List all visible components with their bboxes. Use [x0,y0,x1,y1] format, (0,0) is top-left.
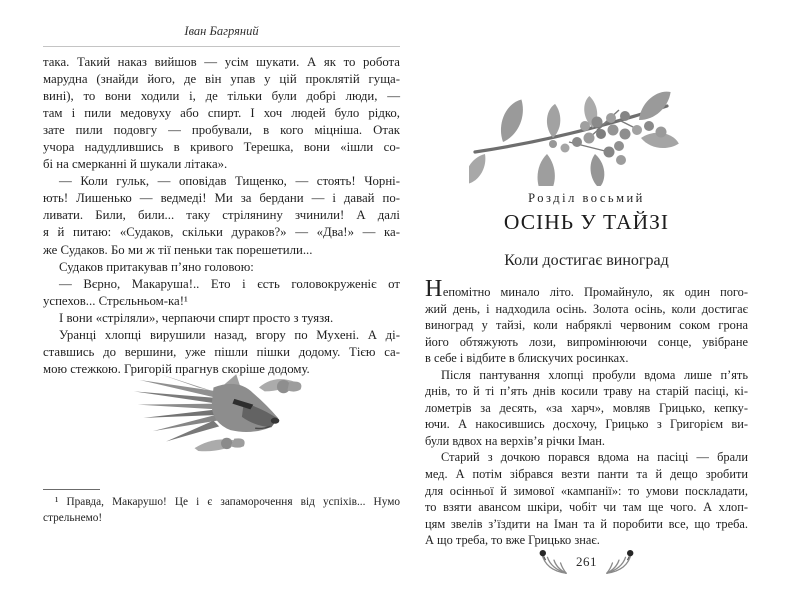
chapter-label: Розділ восьмий [528,191,645,205]
laurel-sprig-right-icon [603,548,635,576]
text-line: зате пили подовгу — пробували, в кого міцніша. Отак [43,123,400,138]
bear-head-icon [132,372,312,458]
text-line: вині), то вони ходили і, де тільки були добрі люди, — [43,89,400,104]
text-line: то взяти авансом шкіри, чобіт чи там ще чого. А хлоп- [425,500,748,515]
running-header: Іван Багряний [184,24,259,38]
text-line: в себе і відбите в блискучих росинках. [425,351,629,366]
right-page [425,0,748,600]
footnote [43,489,400,526]
text-line: І вони «стріляли», черпаючи спирт просто з туязя. [59,310,334,325]
text-line: успехов... Стрєльньом-ка!¹ [43,293,188,308]
berry-branch-vignette-wrap [425,90,748,191]
text-line: же Судаков. Бо ми ж тії пеньки так порешетили... [43,242,313,257]
text-line: я й питаю: «Судаков, скільки дураков?» — «Два!» — ка- [43,225,400,240]
laurel-sprig-left-icon [538,548,570,576]
left-page [43,0,400,600]
text-line: мою стежкою. Григорій прагнув скоріше додому. [43,361,310,376]
text-line: Непомітно минало літо. Промайнуло, як один пого- [425,276,748,302]
berry-branch-icon [469,90,705,186]
text-line: Уранці хлопці вирушили назад, вгору по Мухені. А ді- [59,327,400,342]
footnote-rule [43,489,100,490]
text-line: мед. А потім зібрався везти панти та й дещо зробити [425,467,748,482]
left-page-body [43,54,400,378]
text-line: стрельнемо! [43,511,103,524]
chapter-title: ОСІНЬ У ТАЙЗІ [503,210,670,234]
text-line: ¹ Правда, Макарушо! Це і є запаморочення від успіхів... Нумо [55,496,400,508]
text-line: цям звелів з’їздити на Іман та й поробити все, що треба. [425,516,748,531]
text-line: Судаков притакував п’яно головою: [59,259,254,274]
right-page-body [425,276,748,549]
text-line: там і пили медовуху або спирт. І хоч людей було рідко, [43,106,400,121]
text-line: були вдвох на верхів’я річки Іман. [425,433,606,448]
text-line: така. Такий наказ вийшов — усім шукати. А як то робота [43,55,400,69]
text-line: бі на смерканні й шукали літака». [43,157,228,172]
text-line: Старий з дочкою порався вдома на пасіці — брали [441,450,748,465]
text-line: ючи. А накосившись досхочу, Грицько з Григорієм ви- [425,417,748,432]
text-line: ливати. Били, били... таку стрілянину зчинили! А далі [43,208,400,223]
text-line: Після пантування хлопці пробули вдома лише п’ять [441,367,748,382]
text-line: учора надудлившись в кривого Терешка, вони «ішли со- [43,140,400,155]
footnote-text [43,495,400,526]
page-footer [425,548,748,576]
raised-initial: Н [425,276,443,302]
running-header-rule [43,46,400,47]
text-line: для осінньої й зимової «кампанії»: то умови поскладати, [425,483,748,498]
text-line: — Вєрно, Макаруша!.. Ето і єсть головокруженіє от [59,276,400,291]
text-line: виноград у тайзі, коли набряклі червоним соком грона [425,318,748,333]
text-line: марудна (знайди його, де він упав у цій проклятій гуща- [43,72,400,87]
text-line: ставшись до вершини, уже пішли пішки додому. Тією са- [43,344,400,359]
text-line: жий день, і надходила осінь. Золота осінь, коли достигає [425,301,748,316]
text-line: ють! Лишенько — ведмеді! Ми за бердани — і давай по- [43,191,400,206]
text-line: — Коли гульк, — оповідав Тищенко, — стоять! Чорні- [59,174,400,189]
text-line: А що треба, то вже Грицько знає. [425,533,600,548]
text-line: лометрів за десять, «за харч», мовляв Грицько, кепку- [425,400,748,415]
text-line: днів, то й ті п’ять днів косили траву на старій пасіці, кі- [425,384,748,399]
page-number: 261 [576,554,597,569]
bear-head-vignette-wrap [43,372,400,463]
chapter-subtitle: Коли достигає виноград [504,252,669,269]
text-line: його обтяжують лози, випромінюючи сонце, увібране [425,334,748,349]
